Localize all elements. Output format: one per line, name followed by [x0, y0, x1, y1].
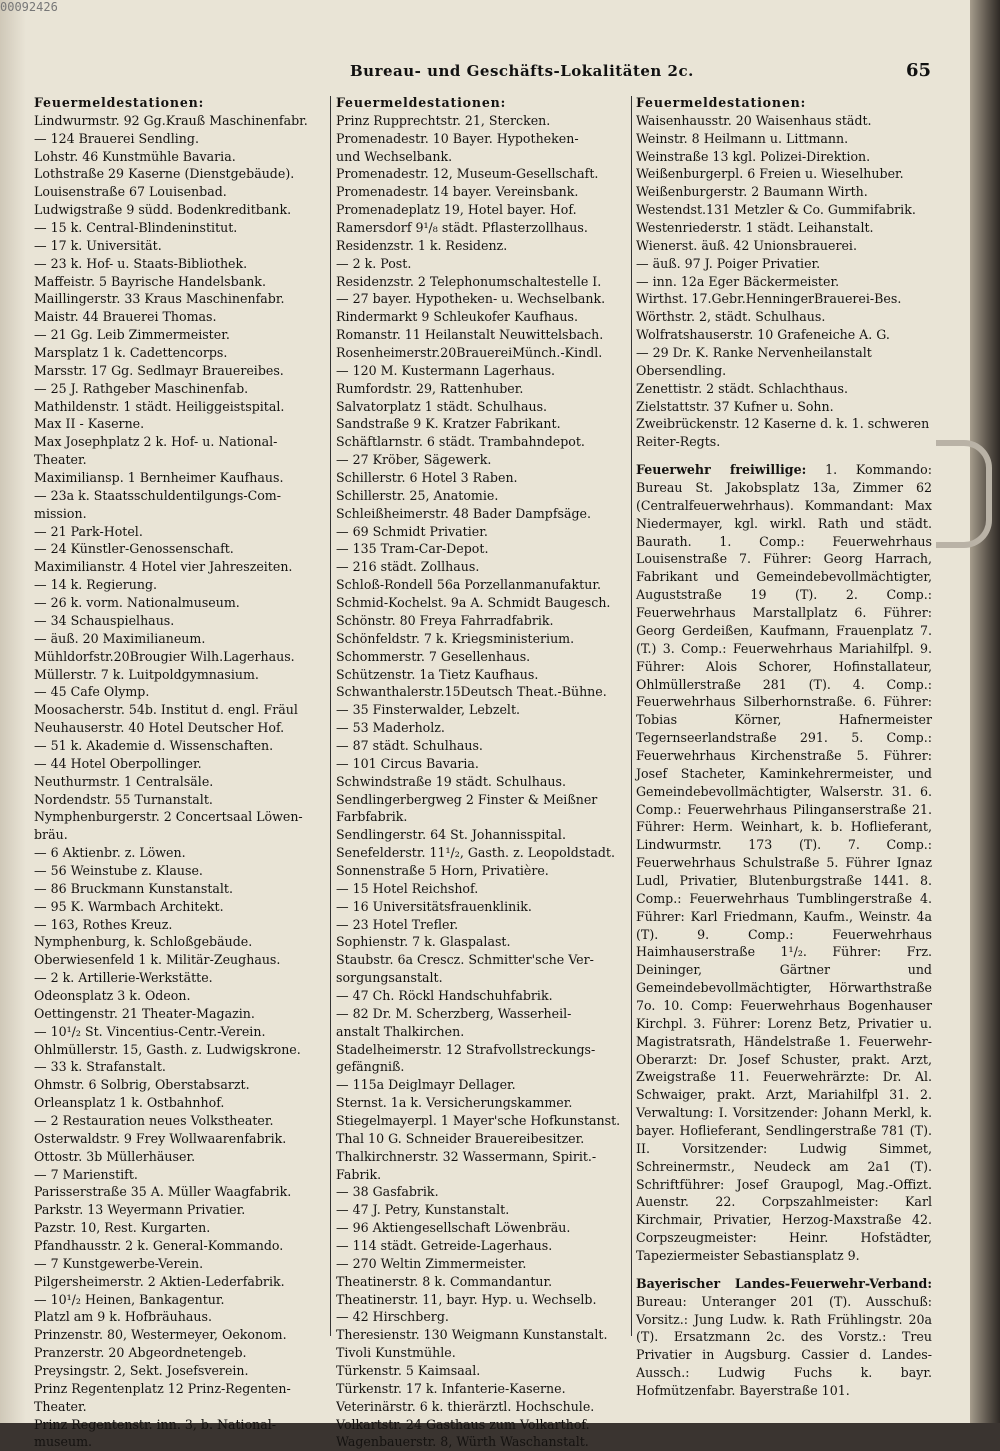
- directory-entry: Türkenstr. 17 k. Infanterie-Kaserne.: [336, 1380, 566, 1396]
- directory-entry: Thalkirchnerstr. 32 Wassermann, Spirit.-: [336, 1148, 597, 1164]
- directory-entry: — 15 Hotel Reichshof.: [336, 880, 479, 896]
- landesverband-text: Bureau: Unteranger 201 (T). Ausschuß: Vorsitz.: Jung Ludw. k. Rath Frühlingstr. 20a (T). Ersatzmann 2c. des Vorstz.: Treu Privatier in Augsburg. Cassier d. Landes-Aussch.: Ludwig Fuchs k. bayr. Hofmützenfabr. Bayerstraße 101.: [636, 1293, 932, 1399]
- directory-entry: Maximilianstr. 4 Hotel vier Jahreszeiten.: [34, 559, 293, 575]
- directory-entry: — inn. 12a Eger Bäckermeister.: [636, 273, 840, 289]
- directory-entry: Nymphenburgerstr. 2 Concertsaal Löwen-: [34, 809, 303, 825]
- directory-entry: Schillerstr. 25, Anatomie.: [336, 487, 499, 503]
- feuerwehr-heading: Feuerwehr freiwillige:: [636, 462, 807, 478]
- directory-entry: — 6 Aktienbr. z. Löwen.: [34, 845, 186, 861]
- directory-entry: Pilgersheimerstr. 2 Aktien-Lederfabrik.: [34, 1273, 285, 1289]
- directory-entry: — 114 städt. Getreide-Lagerhaus.: [336, 1238, 553, 1253]
- directory-entry: — 7 Kunstgewerbe-Verein.: [34, 1255, 204, 1271]
- directory-entry: Osterwaldstr. 9 Frey Wollwaarenfabrik.: [34, 1130, 287, 1146]
- directory-entry: — 34 Schauspielhaus.: [34, 612, 175, 628]
- feuerwehr-paragraph: [636, 461, 932, 1265]
- section-heading: Feuermeldestationen:: [34, 95, 205, 110]
- directory-entry: Lindwurmstr. 92 Gg.Krauß Maschinenfabr.: [34, 112, 308, 128]
- directory-entry: Prinz Regentenstr. inn. 3, b. National-: [34, 1416, 277, 1432]
- directory-entry: — 23 Hotel Trefler.: [336, 916, 459, 932]
- directory-entry: Salvatorplatz 1 städt. Schulhaus.: [336, 398, 548, 414]
- directory-entry: — äuß. 97 J. Poiger Privatier.: [636, 255, 821, 271]
- directory-entry: Sternst. 1a k. Versicherungskammer.: [336, 1095, 573, 1111]
- directory-entry: — 47 Ch. Röckl Handschuhfabrik.: [336, 987, 553, 1003]
- directory-entry: Prinz Rupprechtstr. 21, Stercken.: [336, 112, 551, 128]
- directory-entry: Zenettistr. 2 städt. Schlachthaus.: [636, 380, 849, 396]
- directory-entry: Platzl am 9 k. Hofbräuhaus.: [34, 1309, 212, 1325]
- directory-entry: Oberwiesenfeld 1 k. Militär-Zeughaus.: [34, 952, 281, 968]
- directory-entry: — 27 bayer. Hypotheken- u. Wechselbank.: [336, 291, 606, 307]
- directory-entry: — 35 Finsterwalder, Lebzelt.: [336, 702, 521, 718]
- directory-entry: Pazstr. 10, Rest. Kurgarten.: [34, 1220, 211, 1236]
- directory-entry: Veterinärstr. 6 k. thierärztl. Hochschule.: [336, 1398, 595, 1414]
- directory-entry: Schillerstr. 6 Hotel 3 Raben.: [336, 470, 518, 486]
- directory-entry: Ohmstr. 6 Solbrig, Oberstabsarzt.: [34, 1077, 250, 1093]
- directory-entry: — 51 k. Akademie d. Wissenschaften.: [34, 737, 274, 753]
- directory-entry: Thal 10 G. Schneider Brauereibesitzer.: [336, 1130, 585, 1146]
- directory-entry: — 21 Gg. Leib Zimmermeister.: [34, 327, 230, 343]
- directory-entry: — 124 Brauerei Sendling.: [34, 130, 199, 146]
- directory-entry: Pranzerstr. 20 Abgeordnetengeb.: [34, 1345, 247, 1361]
- directory-entry: gefängniß.: [336, 1059, 405, 1075]
- directory-entry: Wörthstr. 2, städt. Schulhaus.: [636, 309, 826, 325]
- landesverband-paragraph: [636, 1275, 932, 1400]
- directory-entry: Nymphenburg, k. Schloßgebäude.: [34, 934, 253, 950]
- directory-entry: Schwindstraße 19 städt. Schulhaus.: [336, 773, 567, 789]
- directory-entry: Maximiliansp. 1 Bernheimer Kaufhaus.: [34, 470, 284, 486]
- column-middle: [336, 94, 628, 1451]
- directory-entry: Schwanthalerstr.15Deutsch Theat.-Bühne.: [336, 684, 607, 700]
- directory-entry: — 82 Dr. M. Scherzberg, Wasserheil-: [336, 1005, 572, 1021]
- directory-entry: — 38 Gasfabrik.: [336, 1184, 439, 1200]
- directory-entry: — 2 Restauration neues Volkstheater.: [34, 1112, 274, 1128]
- directory-entry: Wienerst. äuß. 42 Unionsbrauerei.: [636, 237, 857, 253]
- directory-entry: Schäftlarnstr. 6 städt. Trambahndepot.: [336, 434, 585, 450]
- directory-entry: Schützenstr. 1a Tietz Kaufhaus.: [336, 666, 539, 682]
- directory-entry: Parisserstraße 35 A. Müller Waagfabrik.: [34, 1184, 292, 1200]
- directory-entry: sorgungsanstalt.: [336, 970, 443, 986]
- directory-entry: Sandstraße 9 K. Kratzer Fabrikant.: [336, 416, 561, 432]
- directory-entry: — 26 k. vorm. Nationalmuseum.: [34, 595, 240, 611]
- directory-entry: — 115a Deiglmayr Dellager.: [336, 1077, 516, 1093]
- directory-entry: Louisenstraße 67 Louisenbad.: [34, 184, 227, 200]
- directory-entry: Maistr. 44 Brauerei Thomas.: [34, 309, 217, 325]
- directory-entry: Preysingstr. 2, Sekt. Josefsverein.: [34, 1363, 249, 1379]
- directory-entry: bräu.: [34, 827, 68, 843]
- directory-entry: Marsplatz 1 k. Cadettencorps.: [34, 345, 228, 361]
- directory-entry: Theresienstr. 130 Weigmann Kunstanstalt.: [336, 1327, 608, 1343]
- landesverband-heading: Bayerischer Landes-Feuerwehr-Verband:: [636, 1275, 932, 1291]
- directory-entry: Fabrik.: [336, 1166, 382, 1182]
- directory-entry: Senefelderstr. 11¹/₂, Gasth. z. Leopoldstadt.: [336, 845, 615, 861]
- page-gutter: [0, 0, 26, 1423]
- directory-entry: — 27 Kröber, Sägewerk.: [336, 452, 492, 468]
- directory-entry: — 163, Rothes Kreuz.: [34, 916, 173, 932]
- directory-entry: — 2 k. Artillerie-Werkstätte.: [34, 970, 213, 986]
- directory-entry: Promenadestr. 10 Bayer. Hypotheken-: [336, 130, 579, 146]
- directory-entry: Türkenstr. 5 Kaimsaal.: [336, 1363, 481, 1379]
- directory-entry: Sonnenstraße 5 Horn, Privatière.: [336, 862, 549, 878]
- directory-entry: Nordendstr. 55 Turnanstalt.: [34, 791, 213, 807]
- directory-entry: anstalt Thalkirchen.: [336, 1023, 465, 1039]
- directory-entry: — 135 Tram-Car-Depot.: [336, 541, 489, 557]
- directory-entry: — 270 Weltin Zimmermeister.: [336, 1255, 527, 1271]
- directory-entry: — 96 Aktiengesellschaft Löwenbräu.: [336, 1220, 571, 1236]
- directory-entry: Oettingenstr. 21 Theater-Magazin.: [34, 1005, 255, 1021]
- directory-entry: Neuhauserstr. 40 Hotel Deutscher Hof.: [34, 720, 285, 736]
- directory-entry: Promenadeplatz 19, Hotel bayer. Hof.: [336, 202, 577, 218]
- directory-entry: Residenzstr. 2 Telephonumschaltestelle I.: [336, 273, 602, 289]
- directory-entry: Westendst.131 Metzler & Co. Gummifabrik.: [636, 202, 916, 218]
- directory-entry: Wagenbauerstr. 8, Würth Waschanstalt.: [336, 1434, 589, 1450]
- directory-entry: Prinz Regentenplatz 12 Prinz-Regenten-: [34, 1380, 291, 1396]
- column-right: [636, 94, 932, 1400]
- directory-entry: Parkstr. 13 Weyermann Privatier.: [34, 1202, 246, 1218]
- directory-entry: Rosenheimerstr.20BrauereiMünch.-Kindl.: [336, 345, 603, 361]
- directory-entry: Volkartstr. 24 Gasthaus zum Volkarthof.: [336, 1416, 590, 1432]
- directory-entry: Schleißheimerstr. 48 Bader Dampfsäge.: [336, 505, 591, 521]
- directory-entry: Ottostr. 3b Müllerhäuser.: [34, 1148, 196, 1164]
- column-rule: [330, 96, 331, 1336]
- directory-entry: Obersendling.: [636, 362, 727, 378]
- directory-entry: — 42 Hirschberg.: [336, 1309, 449, 1325]
- directory-entry: Wirthst. 17.Gebr.HenningerBrauerei-Bes.: [636, 291, 902, 307]
- directory-entry: Sophienstr. 7 k. Glaspalast.: [336, 934, 511, 950]
- directory-entry: Prinzenstr. 80, Westermeyer, Oekonom.: [34, 1327, 287, 1343]
- directory-entry: Schönstr. 80 Freya Fahrradfabrik.: [336, 612, 554, 628]
- directory-entry: Lohstr. 46 Kunstmühle Bavaria.: [34, 148, 236, 164]
- directory-entry: Staubstr. 6a Crescz. Schmitter'sche Ver-: [336, 952, 594, 968]
- book-edge: [970, 0, 1000, 1423]
- directory-entry: Max II - Kaserne.: [34, 416, 145, 432]
- directory-entry: Max Josephplatz 2 k. Hof- u. National-: [34, 434, 278, 450]
- directory-entry: — 33 k. Strafanstalt.: [34, 1059, 166, 1075]
- directory-entry: — 56 Weinstube z. Klause.: [34, 862, 203, 878]
- directory-entry: — 23 k. Hof- u. Staats-Bibliothek.: [34, 255, 248, 271]
- column-rule: [631, 96, 632, 1336]
- column-left: [34, 94, 326, 1451]
- directory-entry: — 44 Hotel Oberpollinger.: [34, 755, 202, 771]
- directory-entry: — 120 M. Kustermann Lagerhaus.: [336, 362, 556, 378]
- directory-entry: Rumfordstr. 29, Rattenhuber.: [336, 380, 524, 396]
- directory-entry: Marsstr. 17 Gg. Sedlmayr Brauereibes.: [34, 362, 284, 378]
- directory-entry: Westenriederstr. 1 städt. Leihanstalt.: [636, 220, 874, 236]
- directory-entry: — 16 Universitätsfrauenklinik.: [336, 898, 532, 914]
- directory-entry: Pfandhausstr. 2 k. General-Kommando.: [34, 1238, 284, 1253]
- directory-entry: — 15 k. Central-Blindeninstitut.: [34, 220, 238, 236]
- directory-entry: Moosacherstr. 54b. Institut d. engl. Fräul: [34, 702, 298, 718]
- directory-entry: Maillingerstr. 33 Kraus Maschinenfabr.: [34, 291, 285, 307]
- directory-entry: — 17 k. Universität.: [34, 237, 162, 253]
- directory-entry: Orleansplatz 1 k. Ostbahnhof.: [34, 1095, 225, 1111]
- directory-entry: Ohlmüllerstr. 15, Gasth. z. Ludwigskrone.: [34, 1041, 301, 1057]
- directory-entry: Odeonsplatz 3 k. Odeon.: [34, 987, 191, 1003]
- directory-entry: Weinstr. 8 Heilmann u. Littmann.: [636, 130, 849, 146]
- directory-entry: Weißenburgerpl. 6 Freien u. Wieselhuber.: [636, 166, 904, 182]
- directory-entry: Wolfratshauserstr. 10 Grafeneiche A. G.: [636, 327, 890, 343]
- directory-entry: — 14 k. Regierung.: [34, 577, 158, 593]
- directory-entry: Schmid-Kochelst. 9a A. Schmidt Baugesch.: [336, 595, 611, 611]
- directory-entry: Residenzstr. 1 k. Residenz.: [336, 237, 508, 253]
- directory-entry: Waisenhausstr. 20 Waisenhaus städt.: [636, 112, 872, 128]
- directory-entry: — 87 städt. Schulhaus.: [336, 737, 483, 753]
- directory-entry: — 21 Park-Hotel.: [34, 523, 143, 539]
- directory-entry: — 25 J. Rathgeber Maschinenfab.: [34, 380, 249, 396]
- directory-entry: — 29 Dr. K. Ranke Nervenheilanstalt: [636, 345, 872, 361]
- directory-entry: Theatinerstr. 8 k. Commandantur.: [336, 1273, 553, 1289]
- feuerwehr-text: 1. Kommando: Bureau St. Jakobsplatz 13a, Zimmer 62 (Centralfeuerwehrhaus). Kommandant: Max Niedermayer, kgl. wirkl. Rath und städt. Baurath. 1. Comp.: Feuerwehrhaus Louisenstraße 7. Führer: Georg Harrach, Fabrikant und Gemeindebevollmächtigter, Auguststraße 19 (T). 2. Comp.: Feuerwehrhaus Marstallplatz 6. Führer: Georg Gerdeißen, Kaufmann, Frauenplatz 7. (T.) 3. Comp.: Feuerwehrhaus Mariahilfpl. 9. Führer: Alois Schorer, Hofinstallateur, Ohlmüllerstraße 281 (T). 4. Comp.: Feuerwehrhaus Silberhornstraße. 6. Führer: Tobias Körner, Hafnermeister Tegernseerlandstraße 291. 5. Comp.: Feuerwehrhaus Kirchenstraße 5. Führer: Josef Stacheter, Kaminkehrermeister, und Gemeindebevollmächtigter, Walserstr. 31. 6. Comp.: Feuerwehrhaus Pilinganserstraße 21. Führer: Herm. Weinhart, k. b. Hoflieferant, Lindwurmstr. 173 (T). 7. Comp.: Feuerwehrhaus Schulstraße 5. Führer Ignaz Ludl, Privatier, Blutenburgstraße 1441. 8. Comp.: Feuerwehrhaus Tumblingerstraße 4. Führer: Karl Friedmann, Kaufm., Weinstr. 4a (T). 9. Comp.: Feuerwehrhaus Haimhauserstraße 1¹/₂. Führer: Frz. Deininger, Gärtner und Gemeindebevollmächtigter, Hörwarthstraße 7o. 10. Comp: Feuerwehrhaus Bogenhauser Kirchpl. 3. Führer: Lorenz Betz, Privatier u. Magistratsrath, Händelstraße 1. Feuerwehr-Oberarzt: Dr. Josef Schuster, prakt. Arzt, Zweigstraße 11. Feuerwehrärzte: Dr. Al. Schwaiger, prakt. Arzt, Mariahilfpl 31. 2. Verwaltung: I. Vorsitzender: Johann Merkl, k. bayer. Hoflieferant, Sendlingerstraße 781 (T). II. Vorsitzender: Ludwig Simmet, Schreinermstr., Neudeck am 2a1 (T). Schriftführer: Josef Graupogl, Mag.-Offizt. Auenstr. 22. Corpszahlmeister: Karl Kirchmair, Privatier, Herzog-Maxstraße 42. Corpszeugmeister: Heinr. Hofstädter, Tapeziermeister Sebastiansplatz 9.: [636, 462, 932, 1263]
- directory-entry: Tivoli Kunstmühle.: [336, 1345, 456, 1361]
- directory-entry: Farbfabrik.: [336, 809, 408, 825]
- directory-entry: Sendlingerbergweg 2 Finster & Meißner: [336, 791, 598, 807]
- section-heading: Feuermeldestationen:: [336, 95, 507, 110]
- directory-entry: Promenadestr. 12, Museum-Gesellschaft.: [336, 166, 599, 182]
- directory-entry: — 10¹/₂ St. Vincentius-Centr.-Verein.: [34, 1023, 266, 1039]
- directory-entry: Theater.: [34, 452, 87, 468]
- directory-entry: Schönfeldstr. 7 k. Kriegsministerium.: [336, 630, 575, 646]
- directory-entry: Schloß-Rondell 56a Porzellanmanufaktur.: [336, 577, 601, 593]
- directory-entry: mission.: [34, 505, 87, 521]
- page-number: 65: [906, 60, 932, 81]
- directory-entry: Zweibrückenstr. 12 Kaserne d. k. 1. schweren: [636, 416, 930, 432]
- corner-stamp: 00092426: [0, 0, 58, 14]
- directory-entry: Lothstraße 29 Kaserne (Dienstgebäude).: [34, 166, 295, 182]
- directory-entry: museum.: [34, 1434, 93, 1450]
- directory-entry: — 95 K. Warmbach Architekt.: [34, 898, 224, 914]
- directory-entry: Ramersdorf 9¹/₈ städt. Pflasterzollhaus.: [336, 220, 588, 236]
- directory-entry: Neuthurmstr. 1 Centralsäle.: [34, 773, 214, 789]
- directory-entry: Stadelheimerstr. 12 Strafvollstreckungs-: [336, 1041, 596, 1057]
- directory-entry: — 47 J. Petry, Kunstanstalt.: [336, 1202, 510, 1218]
- directory-entry: Promenadestr. 14 bayer. Vereinsbank.: [336, 184, 579, 200]
- section-heading: Feuermeldestationen:: [636, 95, 807, 110]
- directory-entry: Schommerstr. 7 Gesellenhaus.: [336, 648, 531, 664]
- directory-entry: Mühldorfstr.20Brougier Wilh.Lagerhaus.: [34, 648, 295, 664]
- directory-entry: Weinstraße 13 kgl. Polizei-Direktion.: [636, 148, 871, 164]
- directory-entry: — 216 städt. Zollhaus.: [336, 559, 480, 575]
- directory-entry: — 2 k. Post.: [336, 255, 412, 271]
- directory-entry: Rindermarkt 9 Schleukofer Kaufhaus.: [336, 309, 578, 325]
- directory-entry: — 45 Cafe Olymp.: [34, 684, 150, 700]
- directory-entry: — 10¹/₂ Heinen, Bankagentur.: [34, 1291, 225, 1307]
- directory-entry: Maffeistr. 5 Bayrische Handelsbank.: [34, 273, 266, 289]
- directory-entry: Zielstattstr. 37 Kufner u. Sohn.: [636, 398, 834, 414]
- directory-entry: Theater.: [34, 1398, 87, 1414]
- directory-entry: Weißenburgerstr. 2 Baumann Wirth.: [636, 184, 868, 200]
- directory-entry: — 23a k. Staatsschuldentilgungs-Com-: [34, 487, 281, 503]
- directory-entry: — 24 Künstler-Genossenschaft.: [34, 541, 234, 557]
- paper-clip: [936, 440, 992, 548]
- directory-entry: Müllerstr. 7 k. Luitpoldgymnasium.: [34, 666, 259, 682]
- directory-entry: Romanstr. 11 Heilanstalt Neuwittelsbach.: [336, 327, 604, 343]
- directory-entry: Theatinerstr. 11, bayr. Hyp. u. Wechselb.: [336, 1291, 597, 1307]
- directory-entry: — 7 Marienstift.: [34, 1166, 138, 1182]
- directory-entry: — 101 Circus Bavaria.: [336, 755, 479, 771]
- directory-entry: — 69 Schmidt Privatier.: [336, 523, 488, 539]
- directory-entry: Ludwigstraße 9 südd. Bodenkreditbank.: [34, 202, 292, 218]
- directory-entry: — äuß. 20 Maximilianeum.: [34, 630, 206, 646]
- directory-entry: Sendlingerstr. 64 St. Johannisspital.: [336, 827, 566, 843]
- directory-entry: Mathildenstr. 1 städt. Heiliggeistspital.: [34, 398, 285, 414]
- directory-entry: Reiter-Regts.: [636, 434, 721, 450]
- directory-entry: — 53 Maderholz.: [336, 720, 445, 736]
- directory-entry: und Wechselbank.: [336, 148, 453, 164]
- running-head: Bureau- und Geschäfts-Lokalitäten 2c.: [350, 62, 694, 80]
- directory-entry: — 86 Bruckmann Kunstanstalt.: [34, 880, 233, 896]
- directory-entry: Stiegelmayerpl. 1 Mayer'sche Hofkunstanst.: [336, 1112, 621, 1128]
